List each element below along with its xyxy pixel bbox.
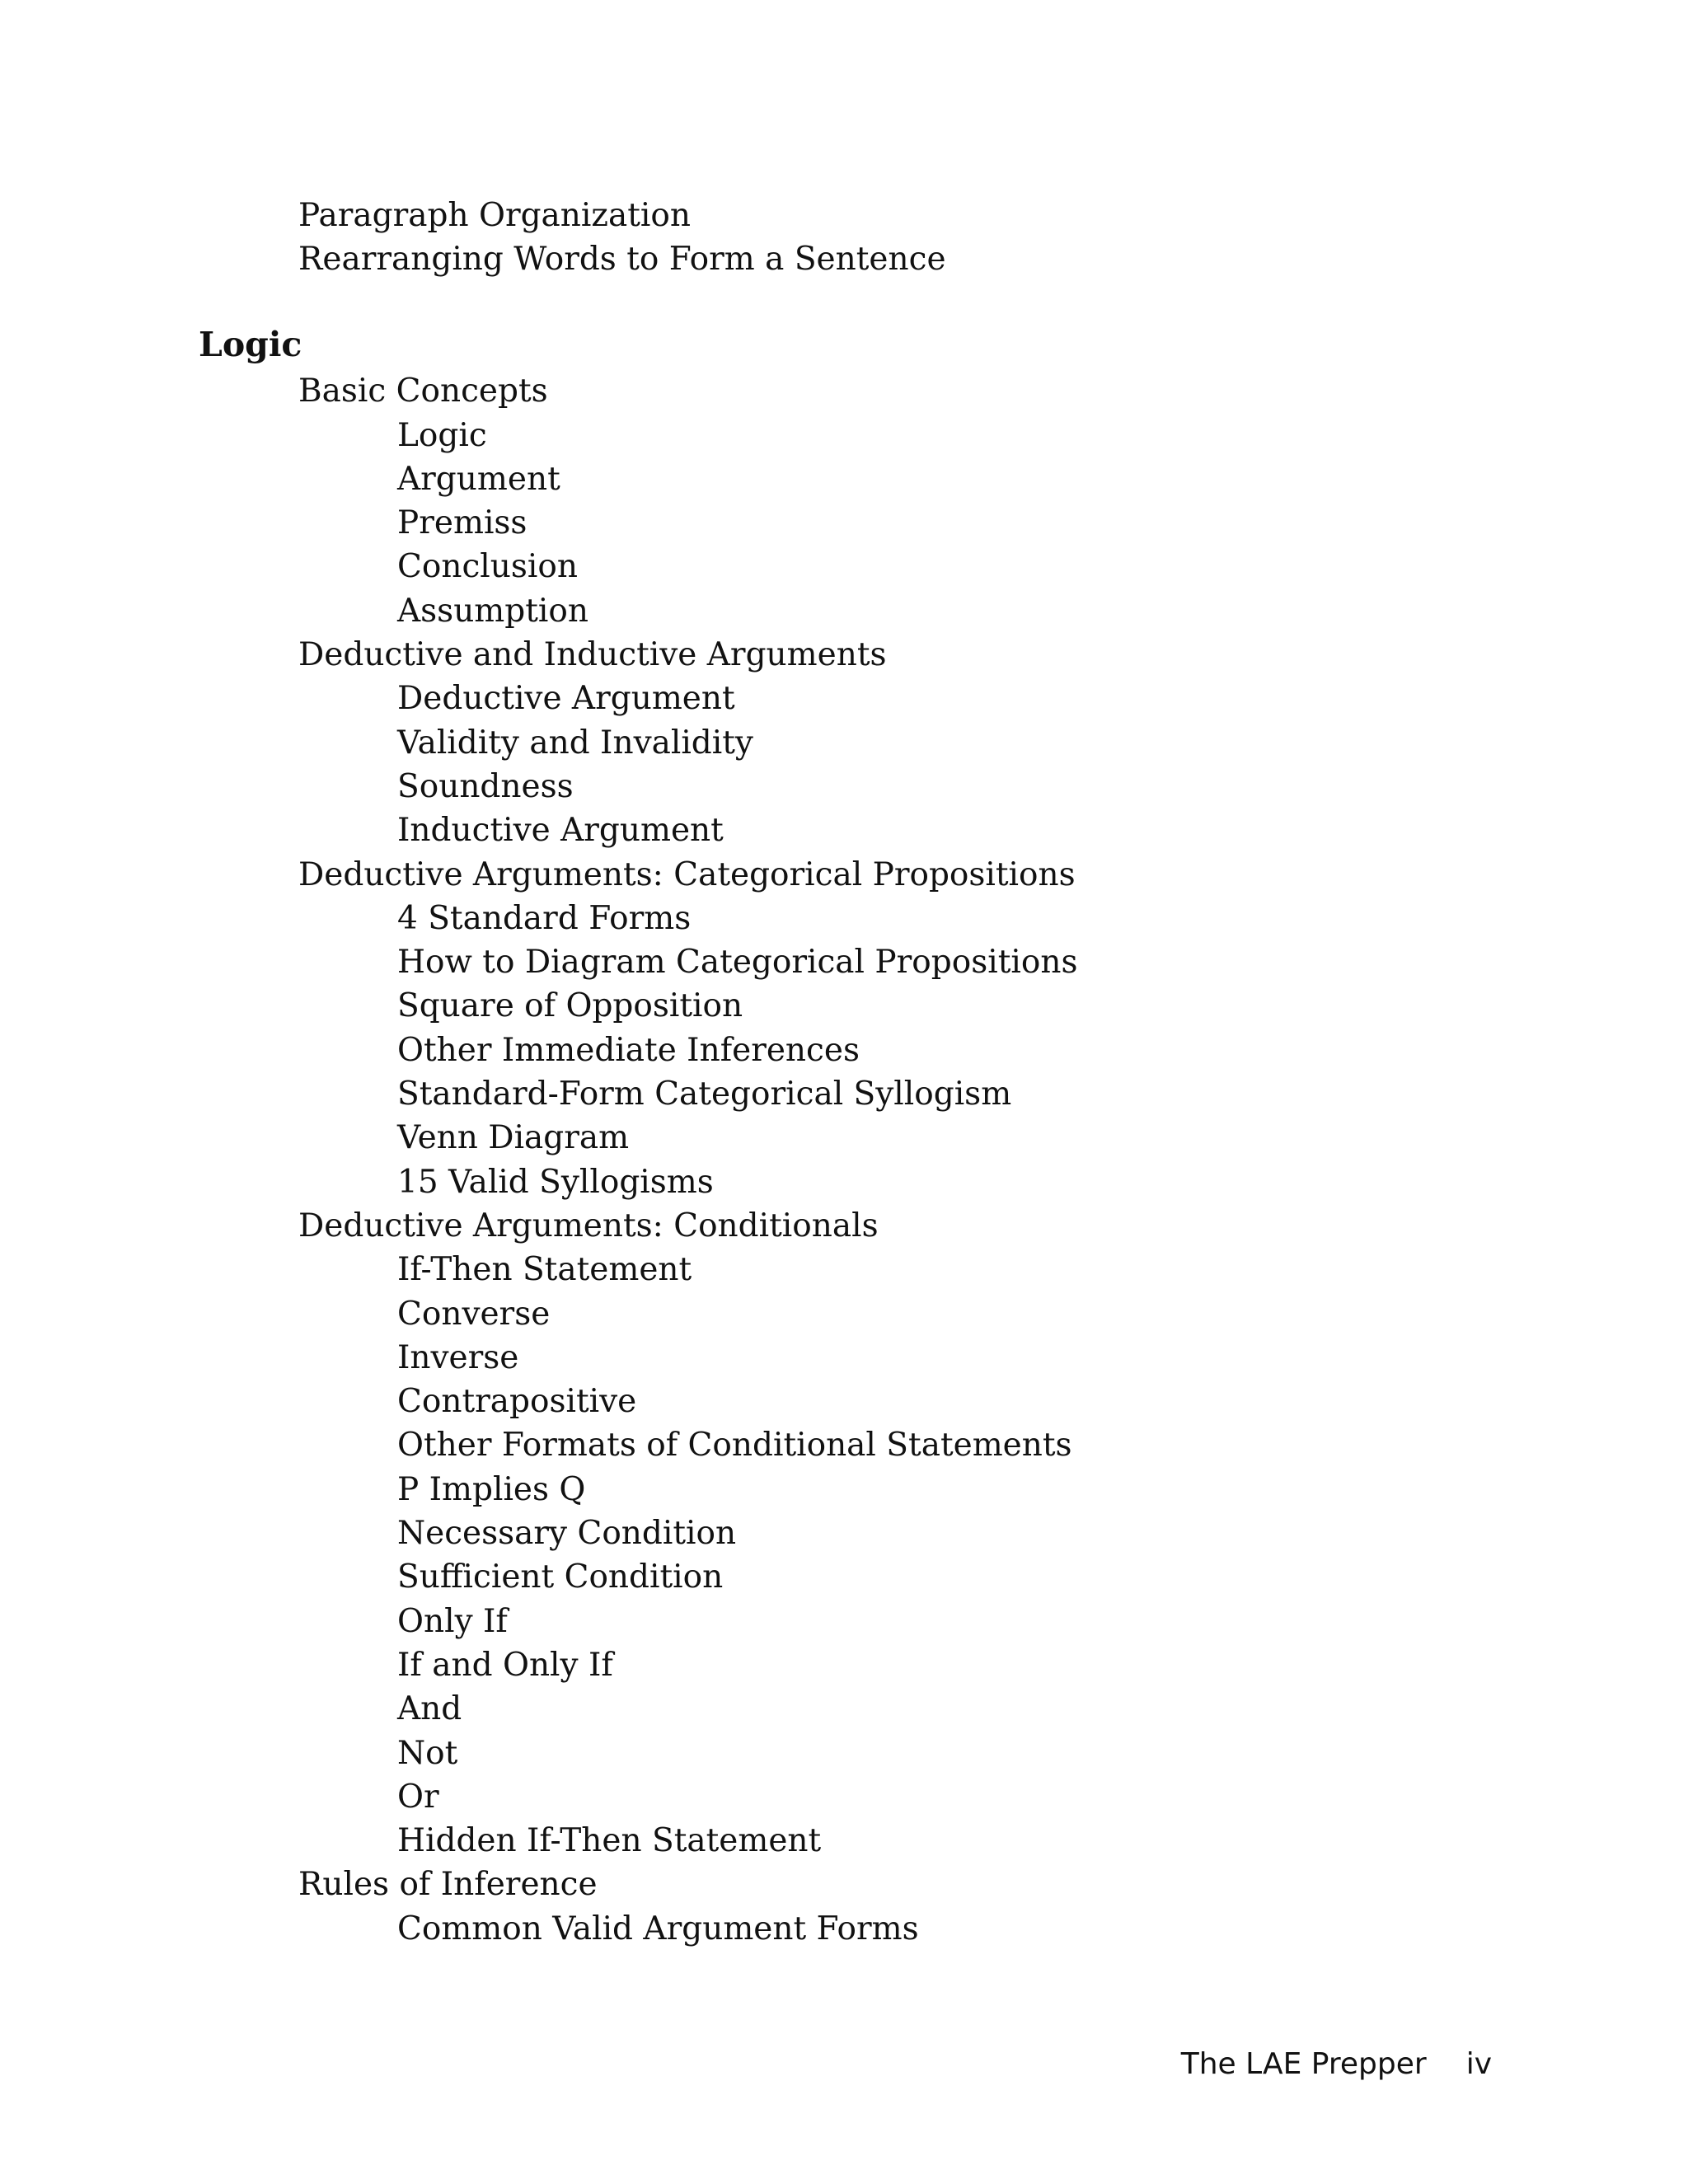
toc-subentry: Contrapositive xyxy=(397,1383,637,1421)
footer-page-number: iv xyxy=(1465,2047,1492,2081)
toc-subentry: Conclusion xyxy=(397,548,578,586)
toc-subentry: Logic xyxy=(397,416,487,454)
toc-subentry: 4 Standard Forms xyxy=(397,899,692,937)
toc-subentry: Or xyxy=(397,1778,439,1816)
toc-subentry: Inductive Argument xyxy=(397,812,724,850)
toc-subentry: Other Immediate Inferences xyxy=(397,1031,860,1069)
toc-subentry: Sufficient Condition xyxy=(397,1558,724,1596)
toc-subentry: Inverse xyxy=(397,1338,519,1376)
toc-subentry: How to Diagram Categorical Propositions xyxy=(397,944,1078,982)
toc-subentry: Hidden If-Then Statement xyxy=(397,1822,822,1860)
toc-subentry: Only If xyxy=(397,1602,508,1640)
toc-entry: Deductive Arguments: Categorical Propositions xyxy=(298,855,1076,893)
toc-entry: Basic Concepts xyxy=(298,373,548,410)
toc-subentry: Common Valid Argument Forms xyxy=(397,1910,919,1947)
footer-book-title: The LAE Prepper xyxy=(1180,2047,1427,2081)
toc-subentry: Other Formats of Conditional Statements xyxy=(397,1427,1072,1465)
toc-entry: Paragraph Organization xyxy=(298,197,691,234)
toc-entry: Deductive and Inductive Arguments xyxy=(298,636,887,673)
toc-subentry: P Implies Q xyxy=(397,1470,586,1508)
toc-subentry: If and Only If xyxy=(397,1646,613,1684)
toc-subentry: Converse xyxy=(397,1295,551,1333)
toc-subentry: Assumption xyxy=(397,592,589,630)
toc-subentry: If-Then Statement xyxy=(397,1251,692,1289)
toc-entry: Rearranging Words to Form a Sentence xyxy=(298,241,946,279)
toc-subentry: And xyxy=(397,1690,462,1728)
toc-subentry: Soundness xyxy=(397,767,574,805)
toc-entry: Deductive Arguments: Conditionals xyxy=(298,1207,879,1244)
toc-subentry: Validity and Invalidity xyxy=(397,724,753,762)
toc-subentry: Standard-Form Categorical Syllogism xyxy=(397,1076,1012,1113)
toc-subentry: Not xyxy=(397,1734,458,1772)
page-footer xyxy=(1181,2044,1492,2085)
toc-subentry: Premiss xyxy=(397,504,528,542)
toc-subentry: 15 Valid Syllogisms xyxy=(397,1163,714,1201)
toc-entry: Rules of Inference xyxy=(298,1866,598,1904)
toc-subentry: Necessary Condition xyxy=(397,1515,737,1552)
toc-subentry: Deductive Argument xyxy=(397,680,735,718)
toc-subentry: Venn Diagram xyxy=(397,1119,630,1157)
toc-subentry: Argument xyxy=(397,460,560,498)
section-heading: Logic xyxy=(199,324,302,364)
toc-subentry: Square of Opposition xyxy=(397,987,743,1025)
